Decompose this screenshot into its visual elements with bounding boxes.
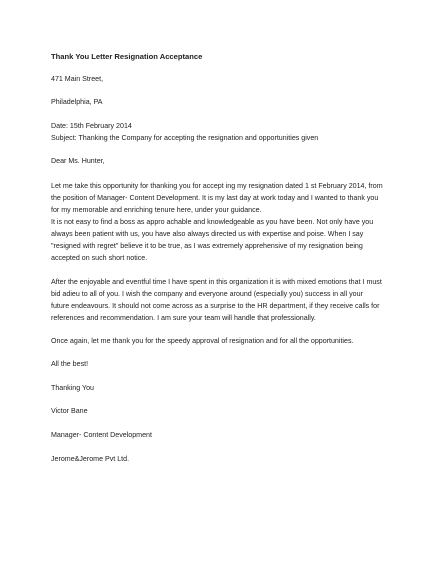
paragraph-line: future endeavours. It should not come across as a surprise to the HR department, if they receive calls for — [51, 302, 380, 310]
paragraph-line: It is not easy to find a boss as appro achable and knowledgeable as you have been. Not only have you — [51, 218, 374, 226]
closing: Thanking You — [51, 384, 94, 392]
closing-wish: All the best! — [51, 360, 89, 368]
paragraph-line: the position of Manager- Content Development. It is my last day at work today and I wanted to thank you — [51, 194, 379, 202]
address-city: Philadelphia, PA — [51, 98, 103, 106]
paragraph-line: for my memorable and enriching tenure here, under your guidance. — [51, 206, 262, 214]
paragraph-line: "resigned with regret" believe it to be true, as I was extremely apprehensive of my resignation being — [51, 242, 363, 250]
paragraph-line: After the enjoyable and eventful time I have spent in this organization it is with mixed emotions that I must — [51, 278, 382, 286]
address-street: 471 Main Street, — [51, 75, 104, 83]
sender-company: Jerome&Jerome Pvt Ltd. — [51, 455, 130, 463]
paragraph-line: always been patient with us, you have also always directed us with expertise and poise. When I say — [51, 230, 364, 238]
sender-name: Victor Bane — [51, 407, 88, 415]
paragraph-line: Let me take this opportunity for thanking you for accept ing my resignation dated 1 st February 2014, from — [51, 182, 383, 190]
letter-title: Thank You Letter Resignation Acceptance — [51, 52, 203, 61]
paragraph-line: references and recommendation. I am sure your team will handle that professionally. — [51, 314, 316, 322]
paragraph-line: bid adieu to all of you. I wish the company and everyone around (especially you) success in all your — [51, 290, 363, 298]
paragraph-line: accepted on such short notice. — [51, 254, 148, 262]
letter-date: Date: 15th February 2014 — [51, 122, 132, 130]
paragraph-line: Once again, let me thank you for the speedy approval of resignation and for all the opportunities. — [51, 337, 354, 345]
salutation: Dear Ms. Hunter, — [51, 157, 105, 165]
sender-title: Manager- Content Development — [51, 431, 152, 439]
letter-subject: Subject: Thanking the Company for accepting the resignation and opportunities given — [51, 134, 319, 142]
